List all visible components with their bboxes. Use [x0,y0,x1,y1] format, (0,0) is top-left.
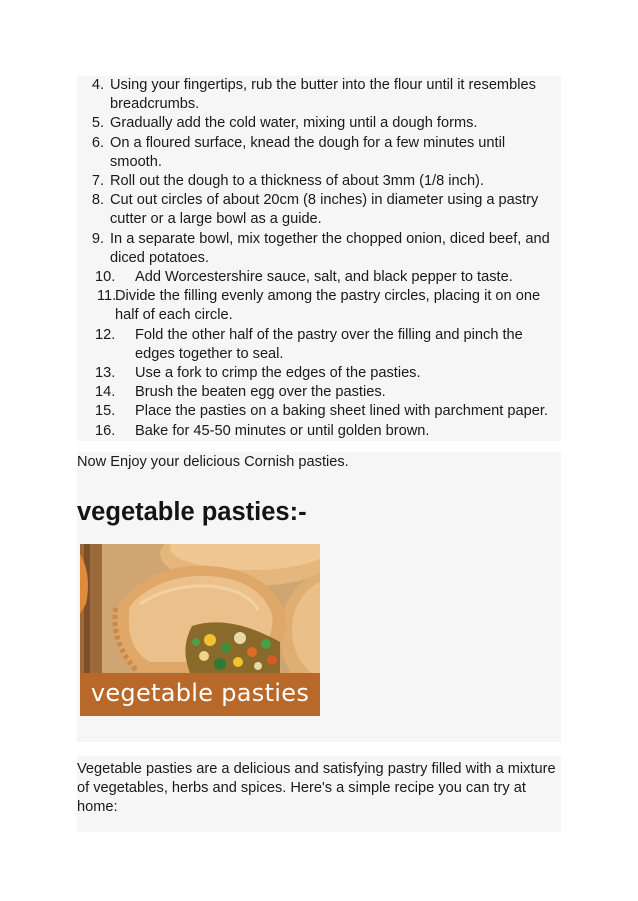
closing-line: Now Enjoy your delicious Cornish pasties. [77,454,349,470]
step-number: 16. [95,422,116,439]
list-item [77,402,561,421]
vegetable-pasties-photo [80,544,320,716]
photo-caption-banner [80,673,320,716]
step-number: 5. [91,115,104,132]
intro-paragraph: Vegetable pasties are a delicious and satisfying pastry filled with a mixture of vegetables, herbs and spices. Here's a simple recipe you can try at home: [77,761,556,816]
step-number: 10. [95,269,116,286]
step-text: On a floured surface, knead the dough for a few minutes until smooth. [110,134,506,170]
step-text: Use a fork to crimp the edges of the pasties. [135,365,421,382]
photo-caption: vegetable pasties [90,679,310,707]
list-item [77,114,561,133]
step-text: Divide the filling evenly among the pastry circles, placing it on one half of each circle. [115,288,541,324]
step-text: Cut out circles of about 20cm (8 inches) in diameter using a pastry cutter or a large bowl as a guide. [110,192,539,228]
step-text: Add Worcestershire sauce, salt, and black pepper to taste. [135,269,513,286]
step-number: 15. [95,403,116,420]
section-heading: vegetable pasties:- [77,498,307,526]
list-item [77,268,561,287]
step-number: 6. [91,134,104,151]
list-item [77,230,561,268]
step-text: In a separate bowl, mix together the chopped onion, diced beef, and diced potatoes. [110,230,550,266]
list-item [77,422,561,441]
instruction-list [77,76,561,441]
step-text: Fold the other half of the pastry over the filling and pinch the edges together to seal. [135,326,523,362]
step-text: Place the pasties on a baking sheet lined with parchment paper. [135,403,548,420]
step-number: 4. [91,77,104,93]
list-item [77,383,561,402]
list-item [77,364,561,383]
list-item [77,172,561,191]
list-item [77,326,561,364]
step-number: 14. [95,384,116,401]
step-number: 9. [91,230,104,247]
list-item [77,191,561,229]
step-number: 11. [97,288,117,305]
step-text: Using your fingertips, rub the butter into the flour until it resembles breadcrumbs. [110,77,536,113]
step-text: Gradually add the cold water, mixing until a dough forms. [110,115,478,132]
step-number: 12. [95,326,116,343]
step-text: Roll out the dough to a thickness of about 3mm (1/8 inch). [110,173,484,190]
list-item [77,287,561,325]
step-number: 8. [91,192,104,209]
list-item [77,76,561,114]
list-item [77,134,561,172]
step-text: Bake for 45-50 minutes or until golden brown. [135,422,430,439]
step-number: 7. [91,173,104,190]
step-text: Brush the beaten egg over the pasties. [135,384,386,401]
step-number: 13. [95,365,116,382]
